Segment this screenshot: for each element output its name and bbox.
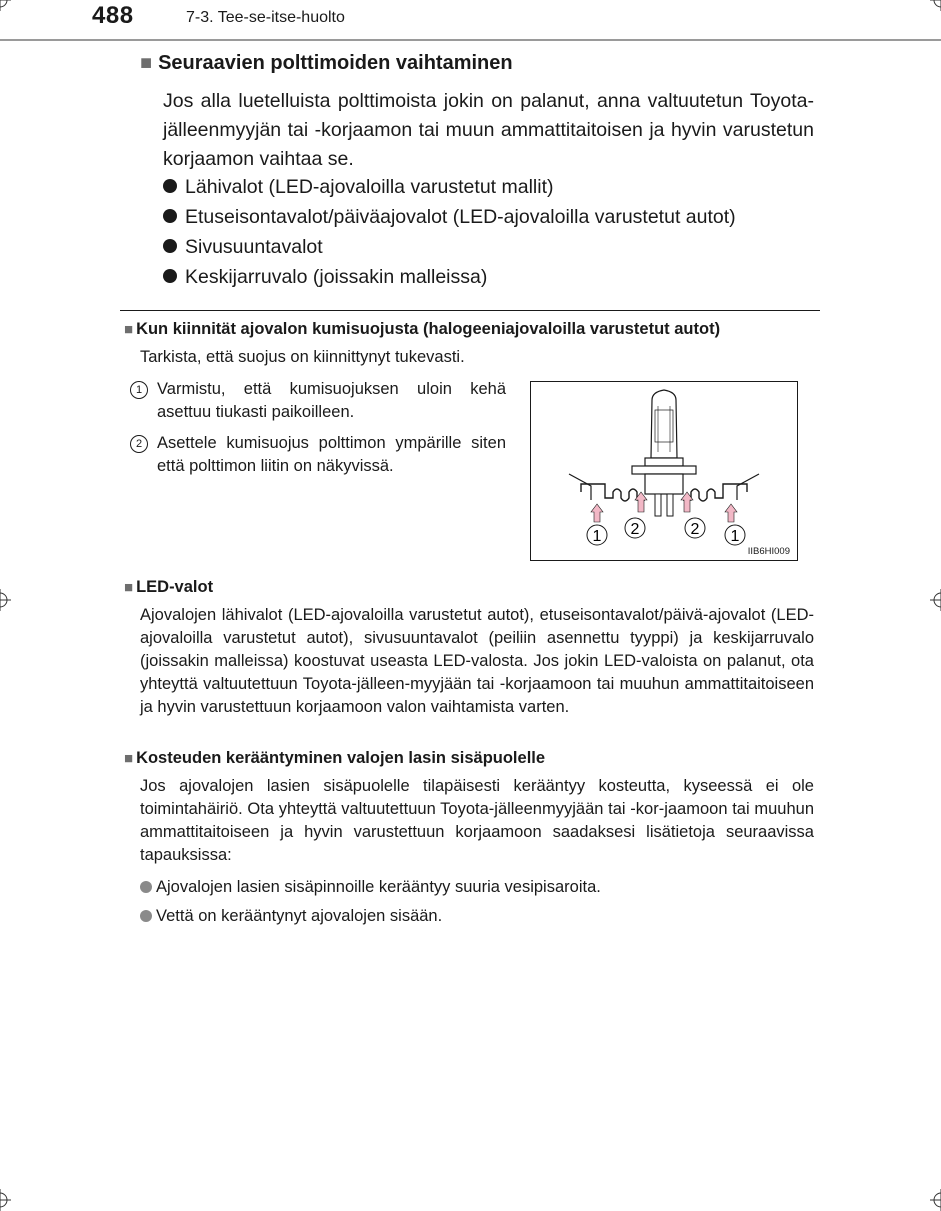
header-rule — [0, 39, 941, 41]
step-text: Varmistu, että kumisuojuksen uloin kehä asettuu tiukasti paikoilleen. — [157, 380, 506, 421]
crop-mark-bottom-left — [0, 1189, 11, 1211]
step-number-badge: 1 — [130, 381, 148, 399]
condensation-heading-text: Kosteuden kerääntyminen valojen lasin sisäpuolelle — [136, 749, 546, 767]
rubber-cover-body: Tarkista, että suojus on kiinnittynyt tukevasti. — [140, 348, 465, 366]
bullet-icon — [163, 269, 177, 283]
condensation-section-body: Jos ajovalojen lasien sisäpuolelle tilapäisesti kerääntyy kosteutta, kyseessä ei ole toimintahäiriö. Ota yhteyttä valtuutettuun Toyota-jälleenmyyjään tai -kor-jaamoon tai muuhun ammattitaitoiseen ja hyvin varustettuun korjaamoon saadaksesi lisätietoja seuraavissa tapauksissa: — [140, 777, 814, 864]
bulbs-list — [163, 172, 843, 292]
list-item — [140, 873, 601, 902]
callout-1-left: 1 — [592, 528, 602, 545]
condensation-list — [140, 873, 601, 931]
condensation-section-heading — [124, 749, 545, 768]
list-item-text: Etuseisontavalot/päiväajovalot (LED-ajovaloilla varustetut autot) — [185, 206, 736, 228]
square-marker-icon: ■ — [140, 52, 153, 74]
list-item-text: Sivusuuntavalot — [185, 236, 323, 258]
crop-mark-top-left — [0, 0, 11, 11]
figure-code: IIB6HI009 — [747, 546, 790, 557]
step-text: Asettele kumisuojus polttimon ympärille siten että polttimon liitin on näkyvissä. — [157, 434, 506, 475]
page-number: 488 — [92, 2, 134, 29]
crop-mark-top-right — [930, 0, 941, 11]
square-marker-icon: ■ — [124, 750, 134, 767]
list-item — [163, 262, 843, 292]
step-number-badge: 2 — [130, 435, 148, 453]
list-item-text: Ajovalojen lasien sisäpinnoille kerääntyy suuria vesipisaroita. — [156, 878, 601, 896]
callout-2-right: 2 — [690, 521, 700, 538]
bullet-icon — [163, 209, 177, 223]
list-item-text: Vettä on kerääntynyt ajovalojen sisään. — [156, 907, 443, 925]
bullet-icon — [140, 910, 152, 922]
rubber-cover-heading-text: Kun kiinnität ajovalon kumisuojusta (halogeeniajovaloilla varustetut autot) — [136, 320, 721, 338]
crop-mark-mid-right — [930, 589, 941, 611]
callout-2-left: 2 — [630, 521, 640, 538]
square-marker-icon: ■ — [124, 321, 134, 338]
bullet-icon — [163, 239, 177, 253]
list-item-text: Keskijarruvalo (joissakin malleissa) — [185, 266, 488, 288]
list-item — [163, 202, 843, 232]
bulbs-section-heading — [140, 52, 513, 75]
list-item — [163, 172, 843, 202]
list-item — [140, 902, 601, 931]
list-item — [163, 232, 843, 262]
crop-mark-bottom-right — [930, 1189, 941, 1211]
bullet-icon — [163, 179, 177, 193]
bulbs-heading-text: Seuraavien polttimoiden vaihtaminen — [158, 52, 513, 74]
halogen-bulb-diagram — [531, 382, 797, 560]
list-item-text: Lähivalot (LED-ajovaloilla varustetut mallit) — [185, 176, 554, 198]
led-section-body: Ajovalojen lähivalot (LED-ajovaloilla varustetut autot), etuseisontavalot/päivä-ajovalot (LED-ajovaloilla varustetut autot), sivusuuntavalot (peiliin asennettu tyyppi) ja keskijarruvalo (joissakin malleissa) koostuvat useasta LED-valosta. Jos jokin LED-valoista on palanut, ota yhteyttä valtuutettuun Toyota-jälleen-myyjään tai -korjaamoon tai muuhun ammattitaitoiseen ja hyvin varustettuun korjaamoon valon vaihtamista varten. — [140, 606, 814, 716]
bullet-icon — [140, 881, 152, 893]
callout-1-right: 1 — [730, 528, 740, 545]
led-section-heading — [124, 578, 213, 597]
led-heading-text: LED-valot — [136, 578, 214, 596]
chapter-title: 7-3. Tee-se-itse-huolto — [186, 9, 345, 26]
rubber-cover-heading — [124, 320, 720, 339]
square-marker-icon: ■ — [124, 579, 134, 596]
bulbs-section-body: Jos alla luetelluista polttimoista jokin on palanut, anna valtuutetun Toyota-jälleenmyyjän tai -korjaamon tai muun ammattitaitoisen ja hyvin varustetun korjaamon vaihtaa se. — [163, 90, 814, 170]
crop-mark-mid-left — [0, 589, 11, 611]
rubber-cover-illustration — [530, 381, 798, 561]
section-divider — [120, 310, 820, 311]
